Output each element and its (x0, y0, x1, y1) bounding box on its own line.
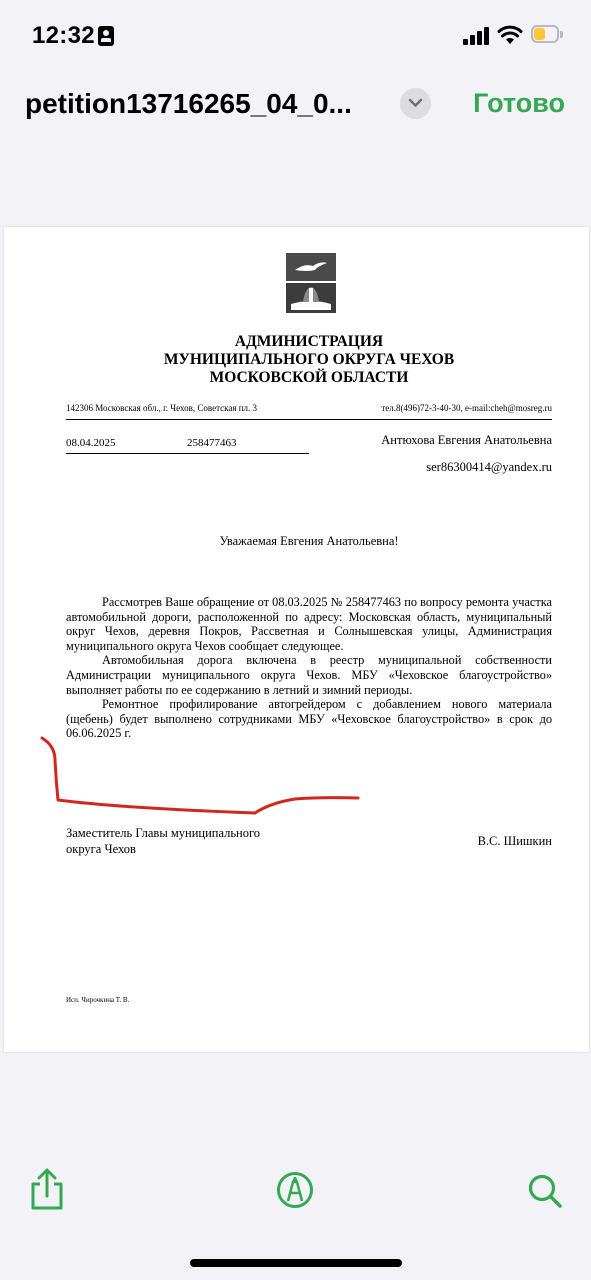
organization-name (104, 333, 514, 387)
markup-icon[interactable] (276, 1171, 314, 1209)
document-page[interactable] (4, 227, 589, 1052)
body-paragraph: Ремонтное профилирование автогрейдером с добавлением нового материала (щебень) будет выполнено сотрудниками МБУ «Чеховское благоустройство» в срок до 06.06.2025 г. (66, 697, 552, 741)
header-divider (66, 419, 552, 420)
registration-number: 258477463 (187, 437, 237, 449)
salutation: Уважаемая Евгения Анатольевна! (219, 534, 399, 548)
body-paragraph: Рассмотрев Ваше обращение от 08.03.2025 № 258477463 по вопросу ремонта участка автомобильной дороги, расположенной по адресу: Московская область, муниципальный округ Чехов, деревня Покров, Рассветная и Солнышевская улицы, Администрация муниципального округа Чехов сообщает следующее. (66, 595, 552, 653)
nav-bar (0, 80, 591, 130)
executor-note: Исп. Чирочкина Т. В. (66, 996, 130, 1004)
signature-title-line: Заместитель Главы муниципального (66, 826, 261, 840)
org-contact: тел.8(496)72-3-40-30, e-mail:cheh@mosreg.ru (381, 403, 552, 413)
letter-body (66, 595, 552, 741)
recipient-email: ser86300414@yandex.ru (426, 460, 552, 474)
org-name-line: АДМИНИСТРАЦИЯ (234, 333, 384, 350)
search-icon[interactable] (527, 1173, 563, 1209)
share-icon[interactable] (28, 1168, 66, 1212)
org-address: 142306 Московская обл., г. Чехов, Советская пл. 3 (66, 403, 258, 413)
status-bar (0, 0, 591, 72)
registration-date: 08.04.2025 (66, 437, 116, 449)
bottom-toolbar (0, 1160, 591, 1220)
signature-title (66, 825, 260, 857)
document-title[interactable]: petition13716265_04_0... (25, 88, 352, 119)
org-name-line: МУНИЦИПАЛЬНОГО ОКРУГА ЧЕХОВ (163, 351, 455, 368)
recipient-name: Антюхова Евгения Анатольевна (381, 433, 552, 447)
battery-level (534, 28, 545, 40)
home-indicator[interactable] (190, 1259, 402, 1267)
registration-underline (66, 453, 309, 454)
battery-icon (531, 25, 563, 45)
coat-of-arms-icon (285, 252, 337, 316)
done-button[interactable]: Готово (473, 88, 565, 118)
id-card-icon (98, 26, 114, 46)
title-menu-button[interactable] (400, 88, 431, 119)
wifi-icon (497, 24, 523, 46)
status-time: 12:32 (32, 22, 95, 49)
cellular-signal-icon (463, 27, 489, 45)
signature-name: В.С. Шишкин (477, 834, 552, 848)
chevron-down-icon (408, 98, 423, 108)
org-name-line: МОСКОВСКОЙ ОБЛАСТИ (209, 369, 409, 386)
signature-title-line: округа Чехов (66, 842, 136, 856)
body-paragraph: Автомобильная дорога включена в реестр муниципальной собственности Администрации муниципального округа Чехов. МБУ «Чеховское благоустройство» выполняет работы по ее содержанию в летний и зимний периоды. (66, 653, 552, 697)
